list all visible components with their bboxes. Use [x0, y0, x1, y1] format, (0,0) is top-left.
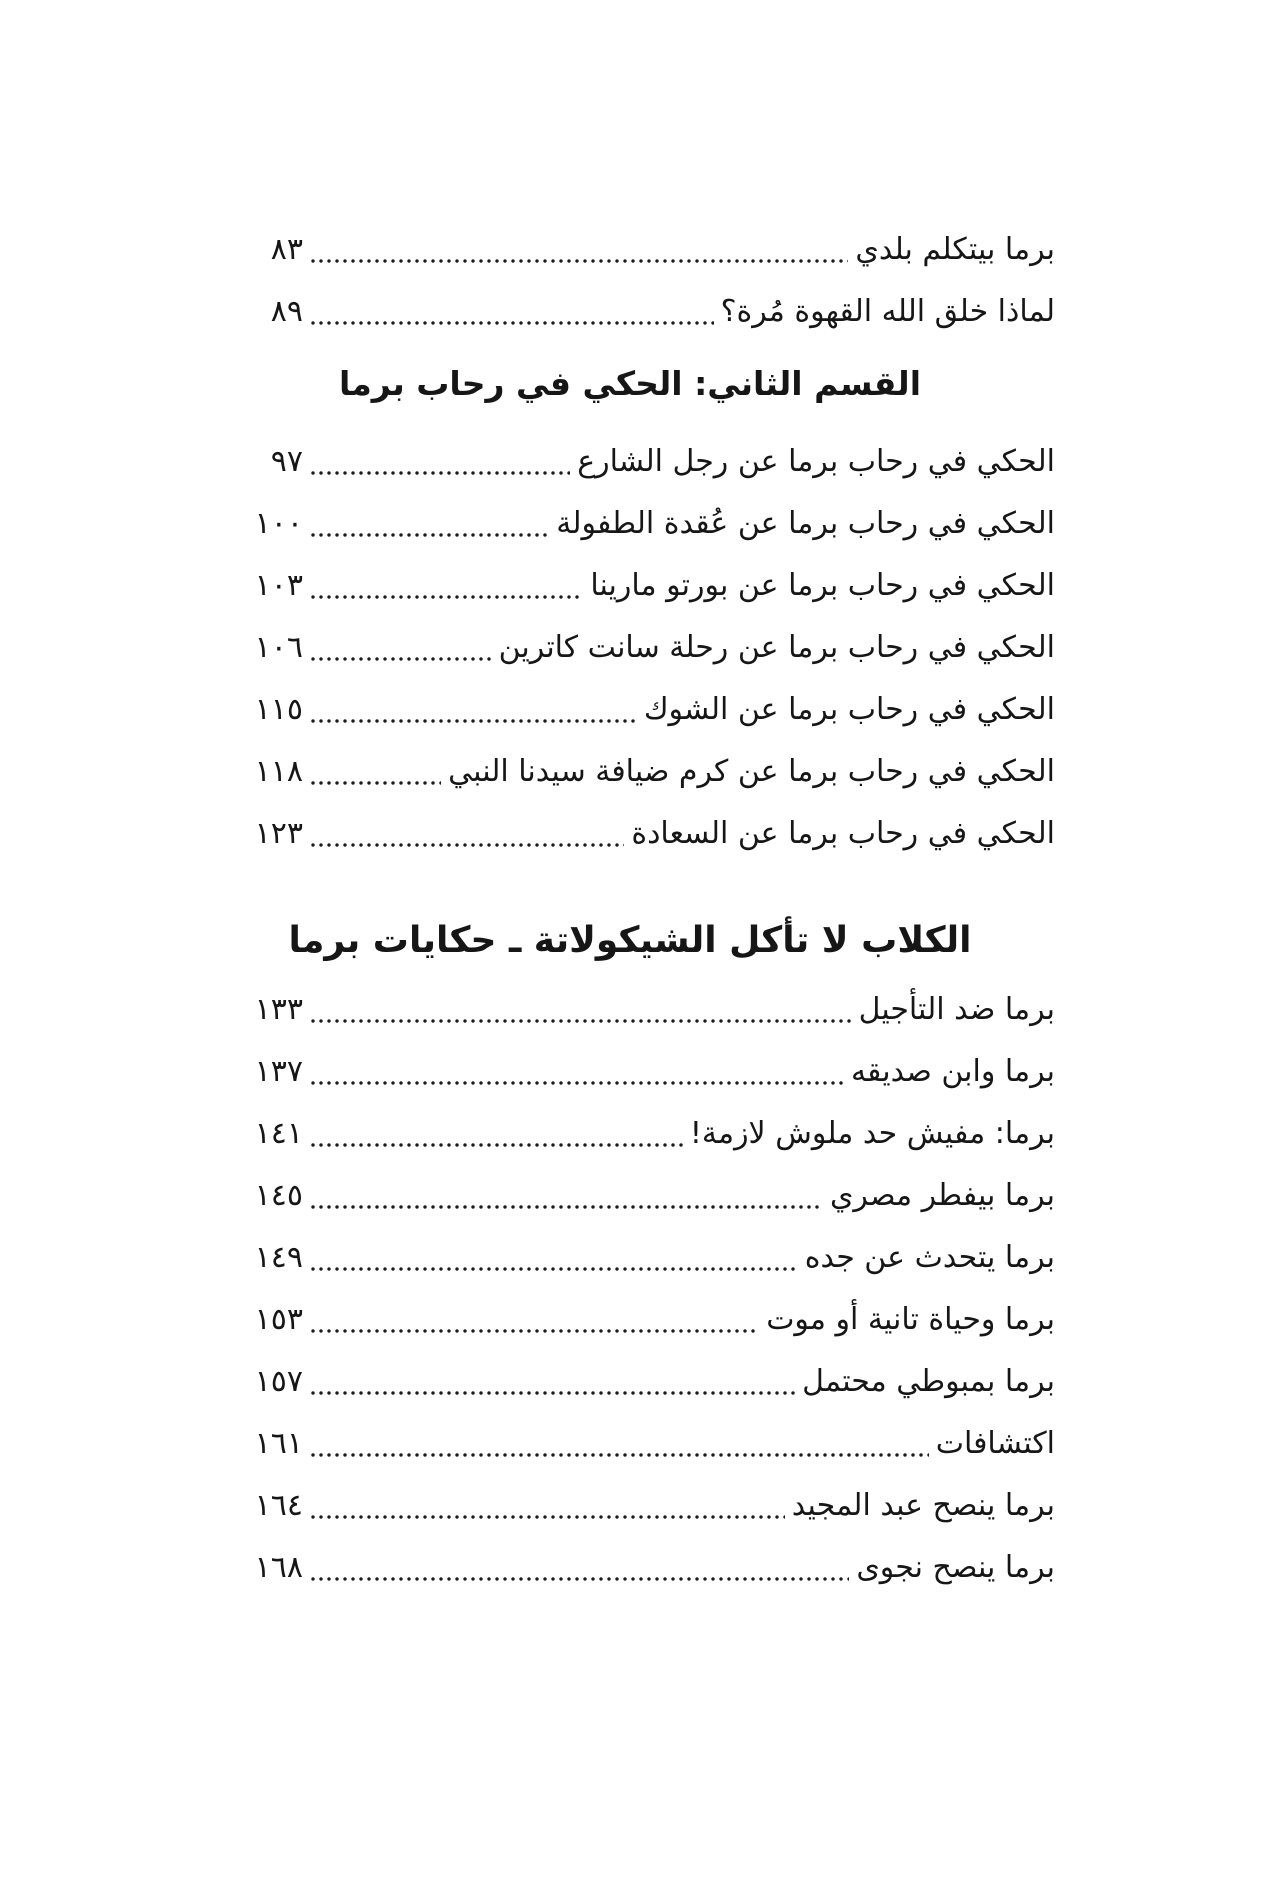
toc-entry-title: الحكي في رحاب برما عن رجل الشارع — [577, 444, 1055, 479]
toc-entry-page-number: ١٣٣ — [254, 992, 303, 1027]
toc-entry — [205, 1475, 1055, 1537]
dotted-leader — [309, 555, 583, 617]
toc-entry-title: برما ضد التأجيل — [858, 992, 1055, 1027]
dotted-leader — [309, 281, 714, 343]
toc-entry-title: برما بمبوطي محتمل — [802, 1364, 1055, 1399]
toc-entry-page-number: ١٣٧ — [254, 1054, 303, 1089]
toc-entry — [205, 1103, 1055, 1165]
dotted-leader — [309, 1413, 929, 1475]
section-header-part2: القسم الثاني: الحكي في رحاب برما — [338, 364, 922, 403]
toc-entry-title: برما ينصح نجوى — [856, 1550, 1055, 1585]
toc-entry — [205, 493, 1055, 555]
toc-entry — [205, 1041, 1055, 1103]
toc-entry-page-number: ١٦١ — [254, 1426, 303, 1461]
toc-entry — [205, 555, 1055, 617]
toc-entry-title: برما ينصح عبد المجيد — [791, 1488, 1055, 1523]
toc-entry-page-number: ١٤٥ — [254, 1178, 303, 1213]
toc-entry — [205, 1351, 1055, 1413]
dotted-leader — [309, 741, 441, 803]
dotted-leader — [309, 1041, 844, 1103]
toc-entry-list — [205, 979, 1055, 1599]
table-of-contents — [205, 219, 1055, 1599]
toc-entry — [205, 741, 1055, 803]
toc-entry — [205, 281, 1055, 343]
dotted-leader — [309, 431, 570, 493]
toc-entry — [205, 1537, 1055, 1599]
toc-entry-title: الحكي في رحاب برما عن السعادة — [631, 816, 1055, 851]
toc-entry-title: لماذا خلق الله القهوة مُرة؟ — [720, 294, 1055, 329]
dotted-leader — [309, 1475, 785, 1537]
toc-entry-title: الحكي في رحاب برما عن بورتو مارينا — [590, 568, 1055, 603]
toc-entry-page-number: ١٦٨ — [254, 1550, 303, 1585]
toc-entry-page-number: ١٦٤ — [254, 1488, 303, 1523]
toc-entry-page-number: ١٢٣ — [254, 816, 303, 851]
toc-entry — [205, 617, 1055, 679]
toc-entry — [205, 1413, 1055, 1475]
toc-entry-title: برما بيفطر مصري — [829, 1178, 1055, 1213]
toc-entry — [205, 1165, 1055, 1227]
toc-entry-title: برما وحياة تانية أو موت — [766, 1302, 1055, 1337]
toc-entry-page-number: ١١٥ — [254, 692, 303, 727]
toc-section-front — [205, 219, 1055, 343]
toc-entry — [205, 979, 1055, 1041]
toc-entry-title: الحكي في رحاب برما عن رحلة سانت كاترين — [498, 630, 1055, 665]
dotted-leader — [309, 679, 637, 741]
toc-entry-page-number: ٨٣ — [270, 232, 303, 267]
toc-entry — [205, 219, 1055, 281]
dotted-leader — [309, 617, 492, 679]
dotted-leader — [309, 1537, 849, 1599]
toc-entry — [205, 679, 1055, 741]
toc-entry — [205, 803, 1055, 865]
toc-entry-page-number: ١٥٣ — [254, 1302, 303, 1337]
toc-section-tales — [205, 913, 1055, 1599]
dotted-leader — [309, 979, 852, 1041]
toc-entry-title: الحكي في رحاب برما عن كرم ضيافة سيدنا النبي — [448, 754, 1055, 789]
dotted-leader — [309, 803, 624, 865]
toc-entry-page-number: ١٠٠ — [254, 506, 303, 541]
toc-entry-title: الحكي في رحاب برما عن عُقدة الطفولة — [556, 506, 1055, 541]
toc-entry — [205, 431, 1055, 493]
toc-entry-list — [205, 431, 1055, 865]
dotted-leader — [309, 219, 848, 281]
toc-entry-title: برما يتحدث عن جده — [804, 1240, 1055, 1275]
toc-section-part2 — [205, 359, 1055, 865]
toc-entry-title: برما بيتكلم بلدي — [855, 232, 1055, 267]
toc-entry-page-number: ٨٩ — [270, 294, 303, 329]
dotted-leader — [309, 1289, 759, 1351]
dotted-leader — [309, 493, 549, 555]
toc-entry-page-number: ١٠٣ — [254, 568, 303, 603]
section-header-tales: الكلاب لا تأكل الشيكولاتة ـ حكايات برما — [288, 920, 972, 961]
toc-entry-title: برما: مفيش حد ملوش لازمة! — [689, 1116, 1055, 1151]
toc-entry-page-number: ١٤١ — [254, 1116, 303, 1151]
toc-entry-page-number: ١١٨ — [254, 754, 303, 789]
dotted-leader — [309, 1165, 823, 1227]
toc-entry-title: برما وابن صديقه — [850, 1054, 1055, 1089]
dotted-leader — [309, 1227, 798, 1289]
toc-entry-title: الحكي في رحاب برما عن الشوك — [643, 692, 1055, 727]
dotted-leader — [309, 1103, 683, 1165]
toc-entry — [205, 1227, 1055, 1289]
toc-entry-page-number: ١٤٩ — [254, 1240, 303, 1275]
toc-entry-page-number: ٩٧ — [270, 444, 303, 479]
toc-entry-page-number: ١٠٦ — [254, 630, 303, 665]
toc-entry-title: اكتشافات — [935, 1426, 1055, 1461]
toc-entry-list — [205, 219, 1055, 343]
dotted-leader — [309, 1351, 795, 1413]
toc-entry — [205, 1289, 1055, 1351]
toc-entry-page-number: ١٥٧ — [254, 1364, 303, 1399]
